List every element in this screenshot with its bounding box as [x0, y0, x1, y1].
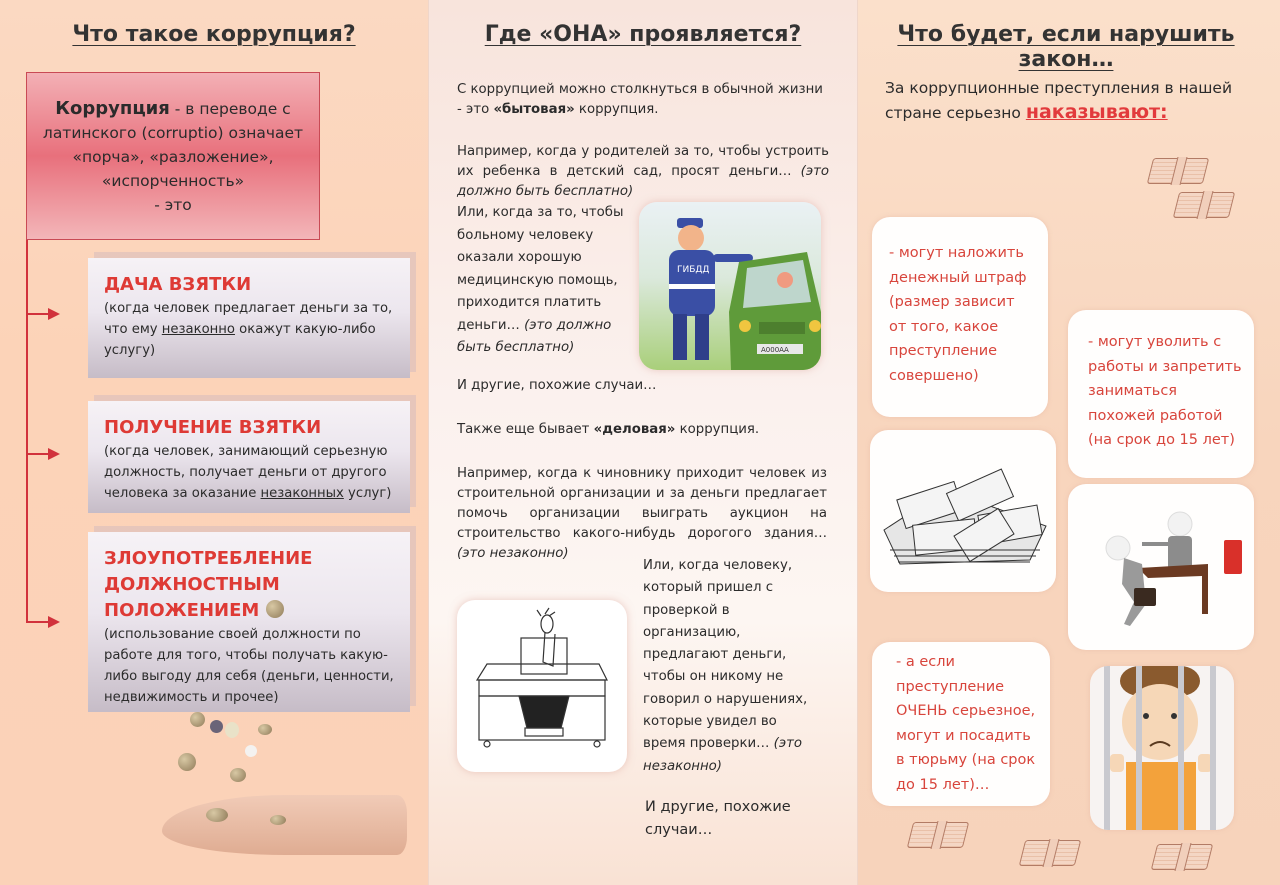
penalty-card-prison: - а если преступление ОЧЕНЬ серьезное, могут и посадить в тюрьму (на срок до 15 лет)… — [872, 642, 1050, 806]
desk-bribe-icon — [457, 600, 627, 772]
coin-icon — [190, 712, 205, 727]
svg-text:ГИБДД: ГИБДД — [677, 265, 710, 275]
traffic-police-icon — [639, 202, 821, 370]
coin-icon — [210, 720, 223, 733]
money-bundle-icon — [1019, 840, 1081, 866]
paragraph-medical-example: Или, когда за то, чтобы больному человеку оказали хорошую медицинскую помощь, приходится платить деньги… (это должно быть бесплатно) — [457, 205, 624, 355]
panel-title: Что будет, если нарушить закон… — [897, 22, 1235, 72]
paragraph-other-cases-2: И другие, похожие случаи… — [645, 799, 791, 838]
panel-where-it-appears — [428, 0, 858, 885]
svg-text:А000АА: А000АА — [761, 346, 789, 354]
arrow-right-icon — [48, 616, 60, 628]
tree-connector-line — [26, 240, 28, 622]
hand-icon — [162, 795, 407, 855]
type-card-giving-bribe: ДАЧА ВЗЯТКИ (когда человек предлагает деньги за то, что ему незаконно окажут какую-либо услугу) — [88, 258, 410, 378]
paragraph-business-corruption: Также еще бывает «деловая» коррупция. — [457, 422, 760, 437]
coin-icon — [270, 815, 286, 825]
money-bundle-icon — [907, 822, 969, 848]
prisoner-illustration — [1090, 666, 1234, 830]
coin-icon — [258, 724, 272, 735]
panel-what-is-corruption — [0, 0, 428, 885]
paragraph-kindergarten-example: Например, когда у родителей за то, чтобы устроить их ребенка в детский сад, просят деньги… (это должно быть бесплатно) — [457, 144, 829, 199]
tree-branch-2 — [26, 453, 50, 455]
arrow-right-icon — [48, 308, 60, 320]
money-bundle-icon — [1173, 192, 1235, 218]
penalty-card-fine: - могут наложить денежный штраф (размер зависит от того, какое преступление совершено) — [872, 217, 1048, 417]
coin-icon — [225, 722, 239, 738]
coin-icon — [245, 745, 257, 757]
panel-title: Где «ОНА» проявляется? — [484, 22, 802, 47]
paragraph-inspection-example: Или, когда человеку, который пришел с проверкой в организацию, предлагают деньги, чтобы он никому не говорил о нарушениях, которые увидел во время проверки… (это незаконно) — [643, 558, 808, 774]
money-bundle-icon — [1151, 844, 1213, 870]
definition-box: Коррупция - в переводе с латинского (corruptio) означает «порча», «разложение», «испорченность» - это — [26, 72, 320, 240]
dismissal-illustration — [1068, 484, 1254, 650]
definition-term: Коррупция — [55, 98, 170, 119]
tree-branch-1 — [26, 313, 50, 315]
prisoner-icon — [1090, 666, 1234, 830]
arrow-right-icon — [48, 448, 60, 460]
paragraph-household-corruption: С коррупцией можно столкнуться в обычной жизни - это «бытовая» коррупция. — [457, 82, 823, 117]
coin-icon — [206, 808, 228, 822]
punish-emphasis: наказывают: — [1025, 101, 1168, 123]
coin-icon — [230, 768, 246, 782]
coin-icon — [266, 600, 284, 618]
paragraph-auction-example: Например, когда к чиновнику приходит человек из строительной организации и за деньги предлагает помочь организации выиграть аукцион на строительство какого-нибудь дорогого здания… (это незаконно) — [457, 466, 827, 561]
money-pile-illustration — [870, 430, 1056, 592]
money-pile-icon — [870, 430, 1056, 592]
consequences-intro: За коррупционные преступления в нашей стране серьезно наказывают: — [885, 79, 1233, 123]
type-card-taking-bribe: ПОЛУЧЕНИЕ ВЗЯТКИ (когда человек, занимающий серьезную должность, получает деньги от другого человека за оказание незаконных услуг) — [88, 401, 410, 513]
traffic-police-illustration — [639, 202, 821, 370]
dismissal-icon — [1068, 484, 1254, 650]
panel-title: Что такое коррупция? — [72, 22, 356, 47]
desk-bribe-illustration — [457, 600, 627, 772]
money-bundle-icon — [1147, 158, 1209, 184]
paragraph-other-cases-1: И другие, похожие случаи… — [457, 378, 657, 393]
coin-icon — [178, 753, 196, 771]
type-card-abuse-of-office: ЗЛОУПОТРЕБЛЕНИЕ ДОЛЖНОСТНЫМ ПОЛОЖЕНИЕМ (использование своей должности по работе для того, чтобы получать какую-либо выгоду для себя (деньги, ценности, недвижимость и прочее) — [88, 532, 410, 712]
penalty-card-dismissal: - могут уволить с работы и запретить заниматься похожей работой (на срок до 15 лет) — [1068, 310, 1254, 478]
tree-branch-3 — [26, 621, 50, 623]
